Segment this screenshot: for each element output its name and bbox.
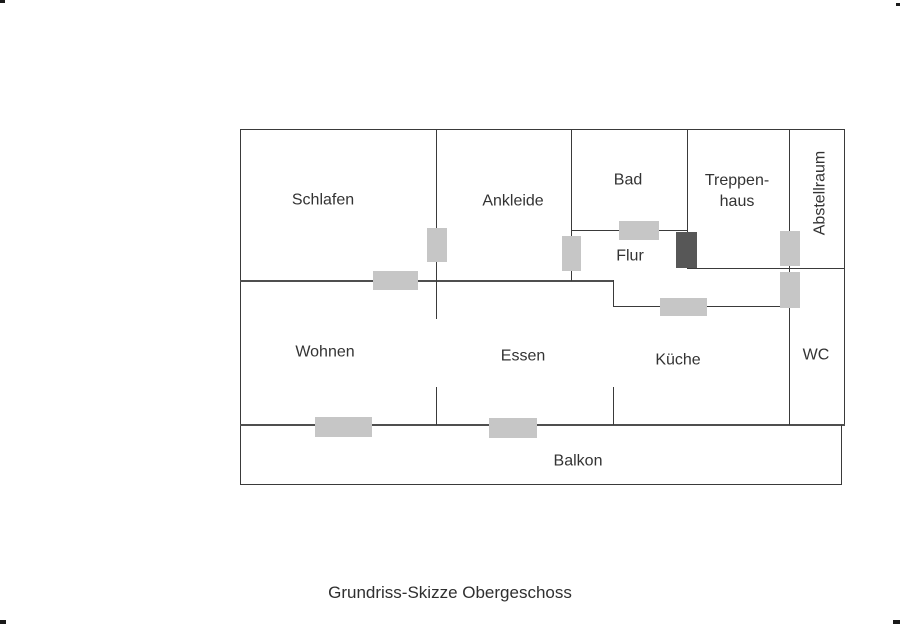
door-abstellraum [780,231,800,266]
outer-right [844,129,845,426]
balkon-right [841,425,842,485]
mid-horizontal [240,280,614,282]
room-label-ankleide: Ankleide [482,192,544,210]
door-bad [619,221,659,240]
door-schlafen-wohnen [373,271,418,290]
corner-mark-top-left [0,0,5,3]
door-ankleide-flur [562,236,581,271]
room-label-kueche: Küche [655,351,701,369]
treppenhaus-bottom [687,268,845,269]
outer-left [240,129,241,485]
corner-mark-bottom-left [0,620,6,624]
shaft-marker [676,232,697,268]
corner-mark-top-right [896,3,900,6]
door-kueche [660,298,707,316]
room-label-schlafen: Schlafen [291,191,355,209]
door-balkon-essen [489,418,537,438]
room-label-essen: Essen [500,347,546,365]
essen-kueche-stub [613,387,614,425]
room-label-bad: Bad [613,171,643,189]
corner-mark-bottom-right [893,620,900,624]
drawing-caption: Grundriss-Skizze Obergeschoss [328,583,572,602]
flur-step [613,280,614,307]
wohnen-essen-stub [436,387,437,425]
schlafen-ankleide [436,129,437,319]
door-wc [780,272,800,308]
door-schlafen-ankleide [427,228,447,262]
room-label-treppenhaus: Treppen- haus [704,172,770,210]
room-label-abstellraum: Abstellraum [811,150,829,236]
room-label-flur: Flur [616,247,644,265]
room-label-wc: WC [802,346,830,364]
outer-top [240,129,845,130]
balkon-bottom [240,484,842,485]
room-label-wohnen: Wohnen [295,343,355,361]
door-balkon-wohnen [315,417,372,437]
room-label-balkon: Balkon [553,452,603,470]
